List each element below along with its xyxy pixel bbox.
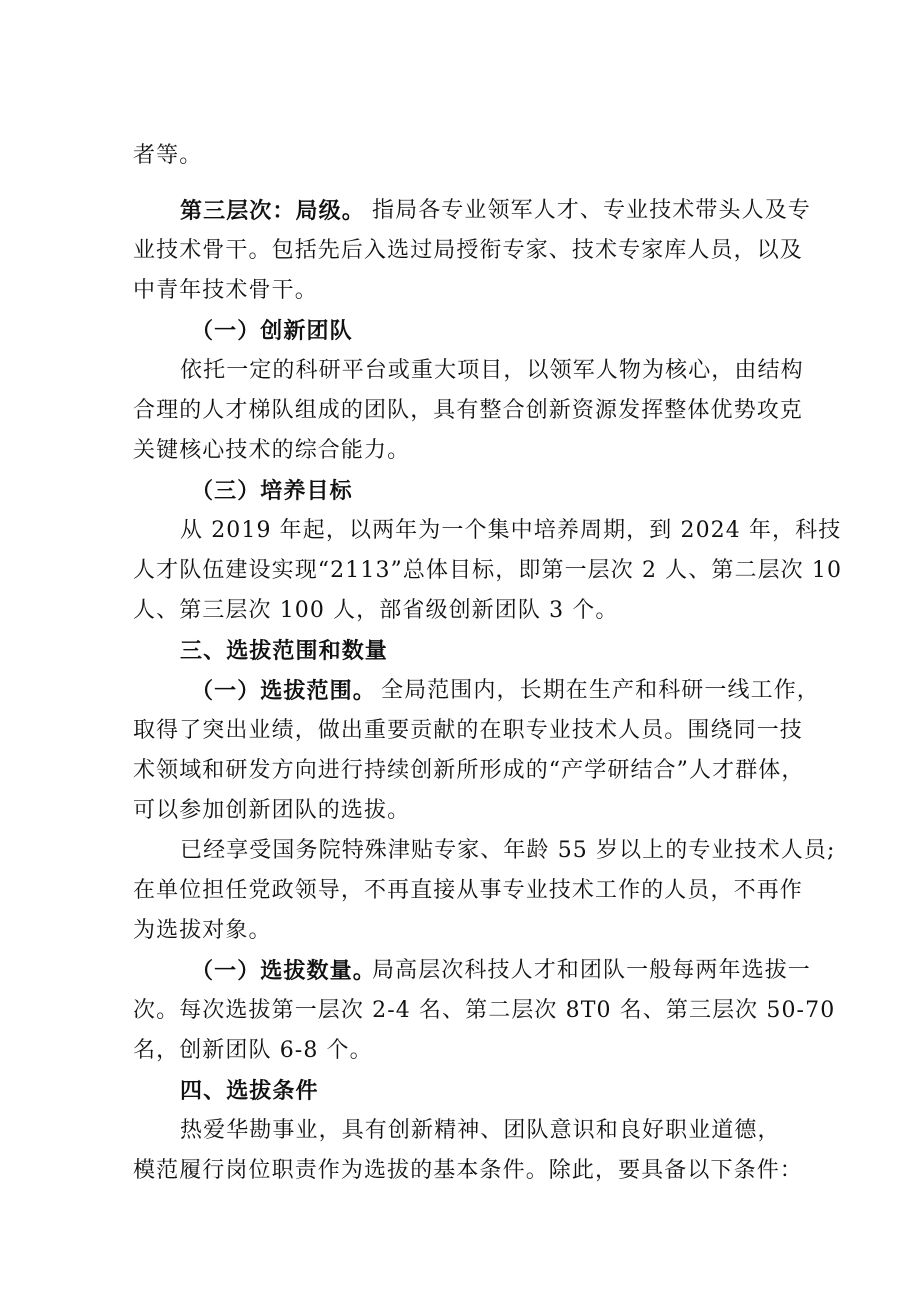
section-heading: 三、选拔范围和数量 [180,638,388,664]
paragraph-line: 已经享受国务院特殊津贴专家、年龄 55 岁以上的专业技术人员; [180,838,836,863]
paragraph-line: （一）选拔数量。 局高层次科技人才和团队一般每两年选拔一 [0,951,920,991]
paragraph-line: 依托一定的科研平台或重大项目，以领军人物为核心，由结构 [180,358,804,383]
paragraph-line: 术领域和研发方向进行持续创新所形成的“产学研结合”人才群体， [133,758,805,783]
paragraph-line: （一）选拔范围。 全局范围内，长期在生产和科研一线工作， [0,671,920,711]
paragraph-line: 人、第三层次 100 人，部省级创新团队 3 个。 [133,598,619,623]
paragraph-line: 第三层次：局级。 指局各专业领军人才、专业技术带头人及专 [0,191,920,231]
paragraph-line: 名，创新团队 6-8 个。 [133,1038,373,1063]
selection-scope-heading: （一）选拔范围。 [191,678,376,704]
paragraph-line: 合理的人才梯队组成的团队，具有整合创新资源发挥整体优势攻克 [133,398,803,423]
paragraph-line: 业技术骨干。包括先后入选过局授衔专家、技术专家库人员，以及 [133,238,803,263]
paragraph-line: 在单位担任党政领导，不再直接从事专业技术工作的人员，不再作 [133,878,803,903]
paragraph-line: 关键核心技术的综合能力。 [133,438,411,463]
paragraph-line: 次。每次选拔第一层次 2-4 名、第二层次 8T0 名、第三层次 50-70 [133,998,836,1023]
selection-quantity-heading: （一）选拔数量。 [191,958,376,984]
paragraph-line: 中青年技术骨干。 [133,278,318,303]
paragraph-line: 可以参加创新团队的选拔。 [133,798,411,823]
paragraph-line: 者等。 [133,143,203,168]
paragraph-line: 为选拔对象。 [133,918,272,943]
paragraph-line: 模范履行岗位职责作为选拔的基本条件。除此，要具备以下条件： [133,1158,803,1183]
section-heading: （三）培养目标 [191,478,353,504]
paragraph-line: 热爱华勘事业，具有创新精神、团队意识和良好职业道德， [180,1118,781,1143]
paragraph-line: 人才队伍建设实现“2113”总体目标，即第一层次 2 人、第二层次 10 [133,558,843,583]
section-heading: 四、选拔条件 [180,1078,319,1104]
paragraph-line: 取得了突出业绩，做出重要贡献的在职专业技术人员。围绕同一技 [133,718,803,743]
section-heading: （一）创新团队 [191,318,353,344]
level-three-heading: 第三层次：局级。 [180,198,365,224]
paragraph-line: 从 2019 年起，以两年为一个集中培养周期，到 2024 年，科技 [180,518,842,543]
